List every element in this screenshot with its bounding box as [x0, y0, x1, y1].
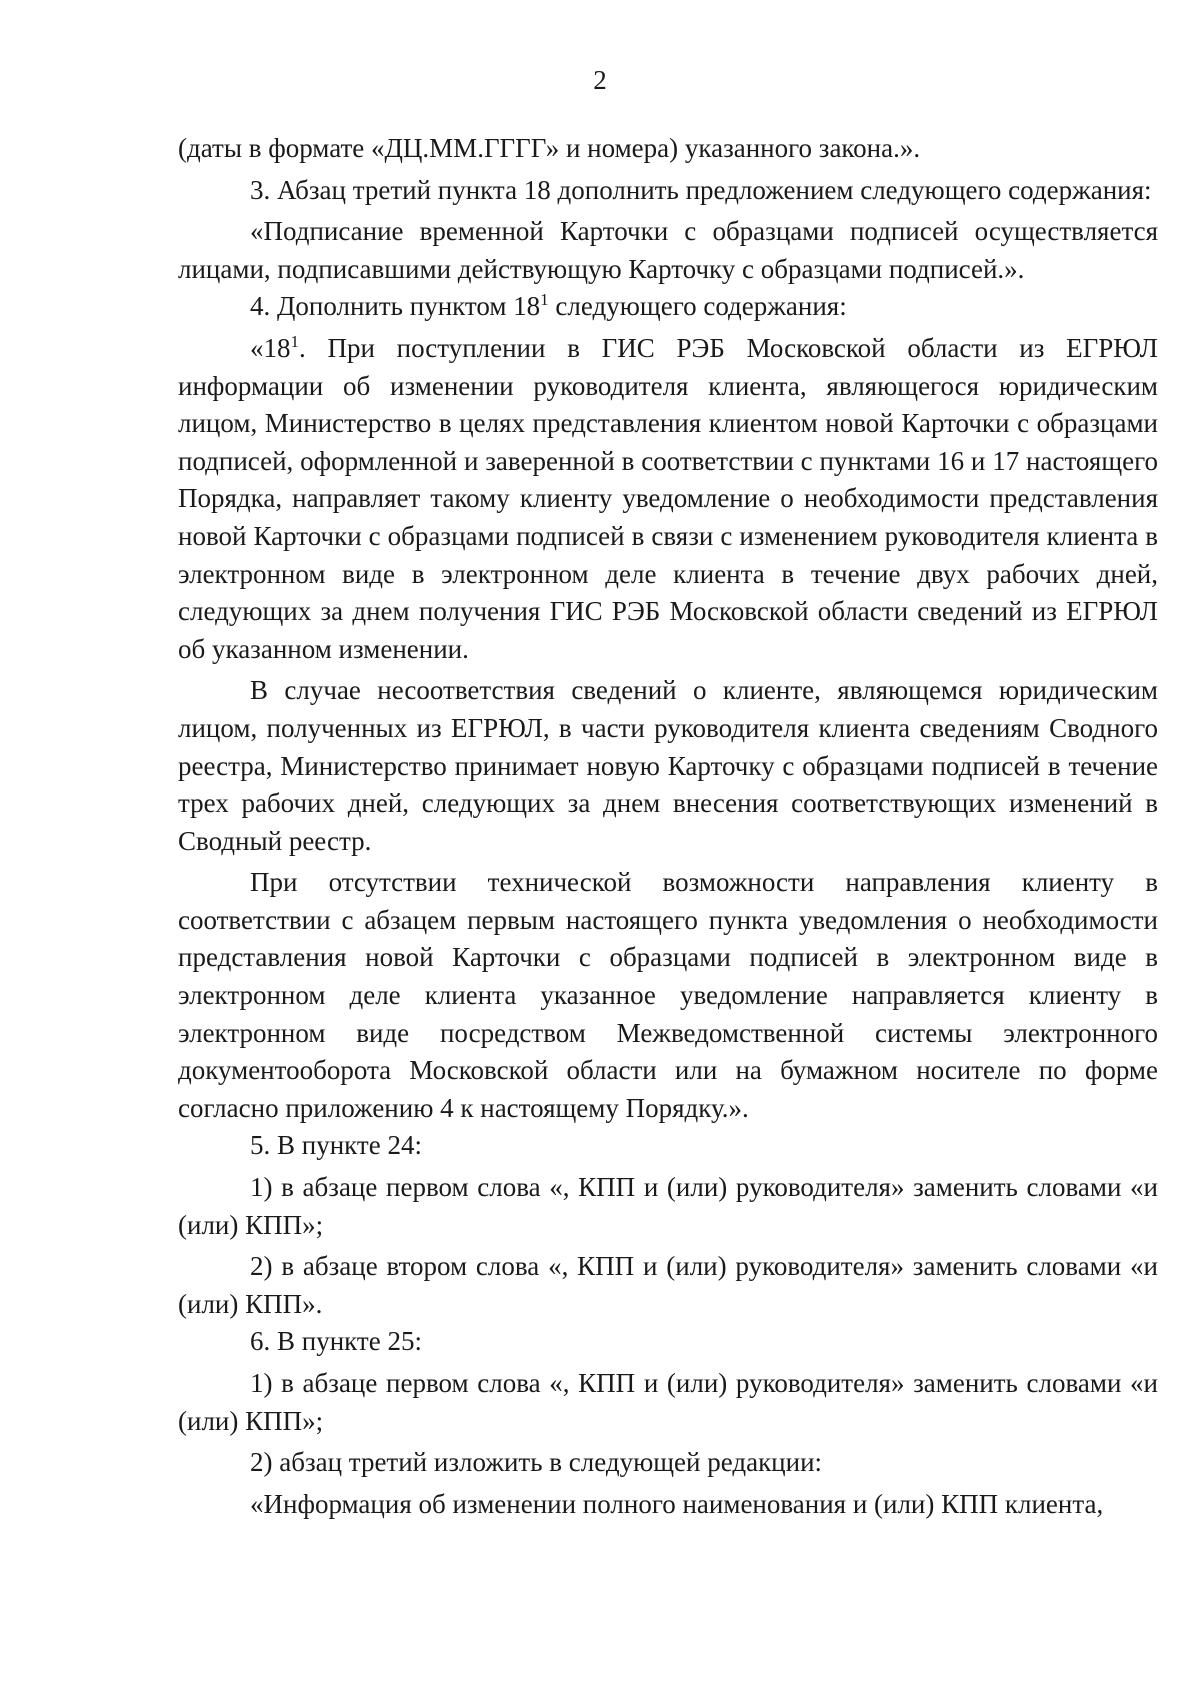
paragraph: 2) в абзаце втором слова «, КПП и (или) руководителя» заменить словами «и (или) КПП».: [178, 1251, 1158, 1319]
paragraph: В случае несоответствия сведений о клиенте, являющемся юридическим лицом, полученных из ЕГРЮЛ, в части руководителя клиента сведениям Сводного реестра, Министерство принимает новую Карточку с образцами подписей в течение трех рабочих дней, следующих за днем внесения соответствующих изменений в Сводный реестр.: [178, 675, 1158, 856]
document-body: [178, 130, 1158, 1523]
page-number: 2: [593, 65, 607, 95]
paragraph: (даты в формате «ДЦ.ММ.ГГГГ» и номера) указанного закона.».: [178, 133, 921, 163]
paragraph: 1) в абзаце первом слова «, КПП и (или) руководителя» заменить словами «и (или) КПП»;: [178, 1368, 1158, 1436]
paragraph: 4. Дополнить пунктом $18^1$ следующего содержания:: [250, 290, 847, 322]
paragraph: 3. Абзац третий пункта 18 дополнить предложением следующего содержания:: [250, 174, 1152, 205]
superscript: 1: [290, 331, 299, 351]
paragraph: 5. В пункте 24:: [250, 1130, 422, 1161]
paragraph: 2) абзац третий изложить в следующей редакции:: [250, 1447, 823, 1478]
paragraph: «Подписание временной Карточки с образцами подписей осуществляется лицами, подписавшими действующую Карточку с образцами подписей.».: [178, 216, 1158, 284]
paragraph: 1) в абзаце первом слова «, КПП и (или) руководителя» заменить словами «и (или) КПП»;: [178, 1172, 1158, 1240]
paragraph: 6. В пункте 25:: [250, 1326, 422, 1357]
paragraph: При отсутствии технической возможности направления клиенту в соответствии с абзацем первым настоящего пункта уведомления о необходимости представления новой Карточки с образцами подписей в электронном виде в электронном деле клиента указанное уведомление направляется клиенту в электронном виде посредством Межведомственной системы электронного документооборота Московской области или на бумажном носителе по форме согласно приложению 4 к настоящему Порядку.».: [178, 867, 1158, 1123]
paragraph: «Информация об изменении полного наименования и (или) КПП клиента,: [250, 1488, 1104, 1519]
paragraph: «$18^1$. При поступлении в ГИС РЭБ Московской области из ЕГРЮЛ информации об изменении руководителя клиента, являющегося юридическим лицом, Министерство в целях представления клиентом новой Карточки с образцами подписей, оформленной и заверенной в соответствии с пунктами 16 и 17 настоящего Порядка, направляет такому клиенту уведомление о необходимости представления новой Карточки с образцами подписей в связи с изменением руководителя клиента в электронном виде в электронном деле клиента в течение двух рабочих дней, следующих за днем получения ГИС РЭБ Московской области сведений из ЕГРЮЛ об указанном изменении.: [178, 331, 1158, 664]
superscript: 1: [540, 290, 549, 310]
